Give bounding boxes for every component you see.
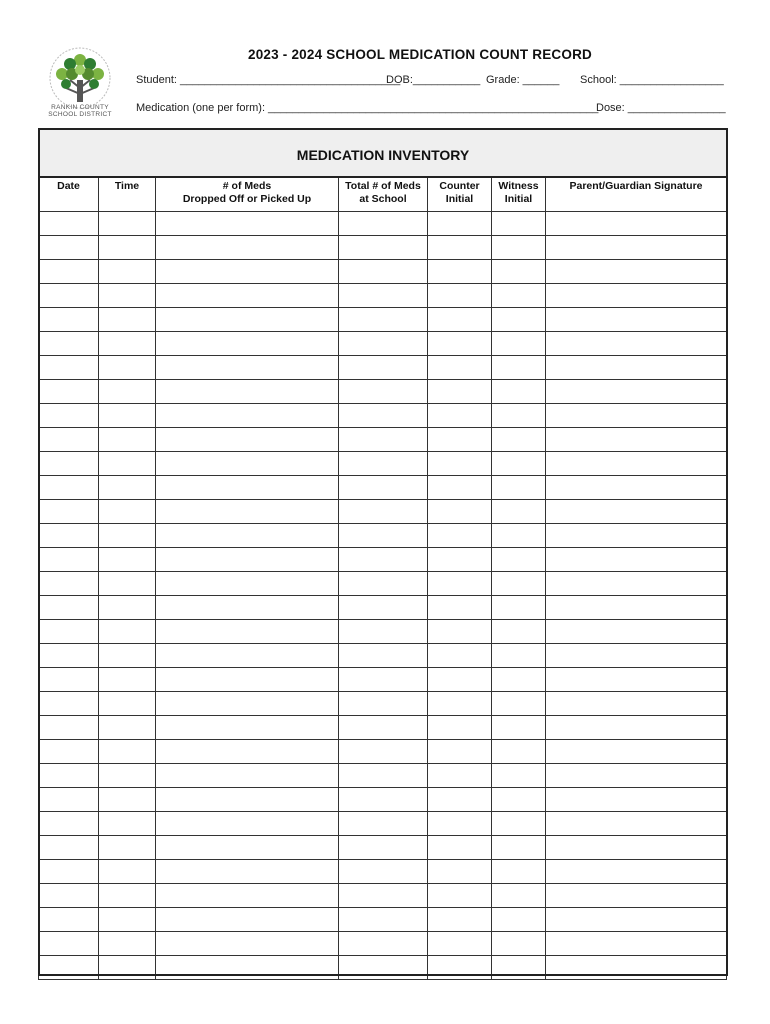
- meds-dropped-cell[interactable]: [156, 812, 339, 836]
- table-header-row: [39, 177, 727, 212]
- time-cell[interactable]: [99, 284, 156, 308]
- column-header-label: # of Meds: [222, 180, 272, 192]
- inventory-title: MEDICATION INVENTORY: [296, 147, 470, 163]
- total-meds-cell[interactable]: [339, 620, 428, 644]
- witness-initial-cell[interactable]: [492, 284, 546, 308]
- time-cell[interactable]: [99, 596, 156, 620]
- witness-initial-cell[interactable]: [492, 452, 546, 476]
- column-header-sublabel: Initial: [445, 193, 474, 205]
- date-cell[interactable]: [39, 452, 99, 476]
- total-meds-cell[interactable]: [339, 332, 428, 356]
- time-cell[interactable]: [99, 332, 156, 356]
- witness-initial-cell[interactable]: [492, 860, 546, 884]
- student-field[interactable]: Student: ____________________________________: [136, 74, 401, 86]
- table-row: [39, 764, 727, 788]
- date-cell[interactable]: [39, 764, 99, 788]
- meds-dropped-cell[interactable]: [156, 644, 339, 668]
- counter-initial-cell[interactable]: [428, 812, 492, 836]
- signature-cell[interactable]: [546, 212, 727, 236]
- table-row: [39, 884, 727, 908]
- meds-dropped-cell[interactable]: [156, 380, 339, 404]
- time-cell[interactable]: [99, 572, 156, 596]
- witness-initial-cell[interactable]: [492, 764, 546, 788]
- meds-dropped-cell[interactable]: [156, 332, 339, 356]
- column-header-counter-initial: [428, 177, 492, 212]
- time-cell[interactable]: [99, 788, 156, 812]
- table-row: [39, 212, 727, 236]
- table-row: [39, 812, 727, 836]
- meds-dropped-cell[interactable]: [156, 476, 339, 500]
- signature-cell[interactable]: [546, 932, 727, 956]
- column-header-sublabel: Initial: [504, 193, 533, 205]
- counter-initial-cell[interactable]: [428, 740, 492, 764]
- time-cell[interactable]: [99, 356, 156, 380]
- meds-dropped-cell[interactable]: [156, 884, 339, 908]
- table-row: [39, 836, 727, 860]
- column-header-signature: [546, 177, 727, 212]
- meds-dropped-cell[interactable]: [156, 356, 339, 380]
- signature-cell[interactable]: [546, 668, 727, 692]
- date-cell[interactable]: [39, 212, 99, 236]
- grade-field[interactable]: Grade: ______: [486, 74, 560, 86]
- counter-initial-cell[interactable]: [428, 500, 492, 524]
- counter-initial-cell[interactable]: [428, 404, 492, 428]
- table-row: [39, 260, 727, 284]
- time-cell[interactable]: [99, 836, 156, 860]
- signature-cell[interactable]: [546, 596, 727, 620]
- witness-initial-cell[interactable]: [492, 572, 546, 596]
- column-header-date: [39, 177, 99, 212]
- witness-initial-cell[interactable]: [492, 788, 546, 812]
- meds-dropped-cell[interactable]: [156, 284, 339, 308]
- time-cell[interactable]: [99, 908, 156, 932]
- table-row: [39, 692, 727, 716]
- signature-cell[interactable]: [546, 404, 727, 428]
- date-cell[interactable]: [39, 428, 99, 452]
- meds-dropped-cell[interactable]: [156, 860, 339, 884]
- counter-initial-cell[interactable]: [428, 428, 492, 452]
- date-cell[interactable]: [39, 332, 99, 356]
- time-cell[interactable]: [99, 764, 156, 788]
- signature-cell[interactable]: [546, 524, 727, 548]
- time-cell[interactable]: [99, 956, 156, 980]
- table-row: [39, 668, 727, 692]
- meds-dropped-cell[interactable]: [156, 692, 339, 716]
- column-header-witness-initial: [492, 177, 546, 212]
- column-header-label: Counter: [439, 180, 480, 192]
- total-meds-cell[interactable]: [339, 812, 428, 836]
- inventory-table: [38, 176, 727, 980]
- counter-initial-cell[interactable]: [428, 932, 492, 956]
- signature-cell[interactable]: [546, 812, 727, 836]
- meds-dropped-cell[interactable]: [156, 764, 339, 788]
- table-row: [39, 284, 727, 308]
- time-cell[interactable]: [99, 212, 156, 236]
- table-row: [39, 716, 727, 740]
- meds-dropped-cell[interactable]: [156, 212, 339, 236]
- total-meds-cell[interactable]: [339, 428, 428, 452]
- witness-initial-cell[interactable]: [492, 524, 546, 548]
- signature-cell[interactable]: [546, 332, 727, 356]
- total-meds-cell[interactable]: [339, 668, 428, 692]
- date-cell[interactable]: [39, 956, 99, 980]
- column-header-label: Total # of Meds: [345, 180, 421, 192]
- counter-initial-cell[interactable]: [428, 236, 492, 260]
- signature-cell[interactable]: [546, 380, 727, 404]
- date-cell[interactable]: [39, 932, 99, 956]
- time-cell[interactable]: [99, 308, 156, 332]
- tree-icon: [56, 54, 104, 102]
- signature-cell[interactable]: [546, 236, 727, 260]
- table-row: [39, 932, 727, 956]
- counter-initial-cell[interactable]: [428, 884, 492, 908]
- table-row: [39, 236, 727, 260]
- signature-cell[interactable]: [546, 836, 727, 860]
- table-row: [39, 596, 727, 620]
- table-row: [39, 380, 727, 404]
- time-cell[interactable]: [99, 476, 156, 500]
- witness-initial-cell[interactable]: [492, 236, 546, 260]
- witness-initial-cell[interactable]: [492, 380, 546, 404]
- meds-dropped-cell[interactable]: [156, 404, 339, 428]
- date-cell[interactable]: [39, 548, 99, 572]
- witness-initial-cell[interactable]: [492, 404, 546, 428]
- column-header-sublabel: at School: [359, 193, 407, 205]
- column-header-time: [99, 177, 156, 212]
- time-cell[interactable]: [99, 380, 156, 404]
- time-cell[interactable]: [99, 716, 156, 740]
- counter-initial-cell[interactable]: [428, 596, 492, 620]
- date-cell[interactable]: [39, 908, 99, 932]
- counter-initial-cell[interactable]: [428, 356, 492, 380]
- counter-initial-cell[interactable]: [428, 476, 492, 500]
- total-meds-cell[interactable]: [339, 836, 428, 860]
- counter-initial-cell[interactable]: [428, 524, 492, 548]
- date-cell[interactable]: [39, 500, 99, 524]
- meds-dropped-cell[interactable]: [156, 836, 339, 860]
- table-row: [39, 500, 727, 524]
- time-cell[interactable]: [99, 644, 156, 668]
- logo-text-line1: RANKIN COUNTY: [51, 104, 109, 111]
- table-row: [39, 644, 727, 668]
- table-row: [39, 404, 727, 428]
- counter-initial-cell[interactable]: [428, 788, 492, 812]
- counter-initial-cell[interactable]: [428, 548, 492, 572]
- meds-dropped-cell[interactable]: [156, 548, 339, 572]
- meds-dropped-cell[interactable]: [156, 452, 339, 476]
- date-cell[interactable]: [39, 740, 99, 764]
- total-meds-cell[interactable]: [339, 308, 428, 332]
- witness-initial-cell[interactable]: [492, 476, 546, 500]
- table-row: [39, 356, 727, 380]
- witness-initial-cell[interactable]: [492, 836, 546, 860]
- date-cell[interactable]: [39, 236, 99, 260]
- signature-cell[interactable]: [546, 860, 727, 884]
- date-cell[interactable]: [39, 476, 99, 500]
- total-meds-cell[interactable]: [339, 740, 428, 764]
- witness-initial-cell[interactable]: [492, 884, 546, 908]
- counter-initial-cell[interactable]: [428, 644, 492, 668]
- witness-initial-cell[interactable]: [492, 212, 546, 236]
- witness-initial-cell[interactable]: [492, 668, 546, 692]
- total-meds-cell[interactable]: [339, 860, 428, 884]
- witness-initial-cell[interactable]: [492, 956, 546, 980]
- time-cell[interactable]: [99, 860, 156, 884]
- table-body: [39, 212, 727, 980]
- total-meds-cell[interactable]: [339, 548, 428, 572]
- date-cell[interactable]: [39, 284, 99, 308]
- total-meds-cell[interactable]: [339, 788, 428, 812]
- total-meds-cell[interactable]: [339, 212, 428, 236]
- signature-cell[interactable]: [546, 908, 727, 932]
- meds-dropped-cell[interactable]: [156, 956, 339, 980]
- date-cell[interactable]: [39, 692, 99, 716]
- date-cell[interactable]: [39, 644, 99, 668]
- table-row: [39, 524, 727, 548]
- signature-cell[interactable]: [546, 644, 727, 668]
- total-meds-cell[interactable]: [339, 260, 428, 284]
- column-header-label: Time: [114, 180, 140, 192]
- counter-initial-cell[interactable]: [428, 836, 492, 860]
- signature-cell[interactable]: [546, 788, 727, 812]
- meds-dropped-cell[interactable]: [156, 572, 339, 596]
- table-row: [39, 548, 727, 572]
- date-cell[interactable]: [39, 860, 99, 884]
- counter-initial-cell[interactable]: [428, 380, 492, 404]
- date-cell[interactable]: [39, 716, 99, 740]
- date-cell[interactable]: [39, 572, 99, 596]
- signature-cell[interactable]: [546, 428, 727, 452]
- column-header-total-meds: [339, 177, 428, 212]
- logo-text-line2: SCHOOL DISTRICT: [48, 111, 112, 118]
- meds-dropped-cell[interactable]: [156, 788, 339, 812]
- total-meds-cell[interactable]: [339, 716, 428, 740]
- date-cell[interactable]: [39, 668, 99, 692]
- counter-initial-cell[interactable]: [428, 332, 492, 356]
- meds-dropped-cell[interactable]: [156, 260, 339, 284]
- date-cell[interactable]: [39, 260, 99, 284]
- date-cell[interactable]: [39, 620, 99, 644]
- time-cell[interactable]: [99, 260, 156, 284]
- column-header-label: Date: [57, 180, 80, 192]
- total-meds-cell[interactable]: [339, 572, 428, 596]
- total-meds-cell[interactable]: [339, 476, 428, 500]
- meds-dropped-cell[interactable]: [156, 668, 339, 692]
- time-cell[interactable]: [99, 692, 156, 716]
- total-meds-cell[interactable]: [339, 692, 428, 716]
- witness-initial-cell[interactable]: [492, 620, 546, 644]
- signature-cell[interactable]: [546, 548, 727, 572]
- signature-cell[interactable]: [546, 620, 727, 644]
- total-meds-cell[interactable]: [339, 404, 428, 428]
- school-field[interactable]: School: _________________: [580, 74, 724, 86]
- total-meds-cell[interactable]: [339, 644, 428, 668]
- signature-cell[interactable]: [546, 308, 727, 332]
- counter-initial-cell[interactable]: [428, 908, 492, 932]
- counter-initial-cell[interactable]: [428, 860, 492, 884]
- witness-initial-cell[interactable]: [492, 932, 546, 956]
- meds-dropped-cell[interactable]: [156, 308, 339, 332]
- meds-dropped-cell[interactable]: [156, 500, 339, 524]
- total-meds-cell[interactable]: [339, 236, 428, 260]
- table-row: [39, 788, 727, 812]
- time-cell[interactable]: [99, 668, 156, 692]
- time-cell[interactable]: [99, 500, 156, 524]
- inventory-header-box: [38, 128, 728, 178]
- meds-dropped-cell[interactable]: [156, 932, 339, 956]
- witness-initial-cell[interactable]: [492, 596, 546, 620]
- witness-initial-cell[interactable]: [492, 548, 546, 572]
- signature-cell[interactable]: [546, 284, 727, 308]
- table-row: [39, 332, 727, 356]
- time-cell[interactable]: [99, 452, 156, 476]
- witness-initial-cell[interactable]: [492, 308, 546, 332]
- page-title: 2023 - 2024 SCHOOL MEDICATION COUNT RECORD: [248, 47, 592, 62]
- total-meds-cell[interactable]: [339, 932, 428, 956]
- witness-initial-cell[interactable]: [492, 356, 546, 380]
- date-cell[interactable]: [39, 380, 99, 404]
- date-cell[interactable]: [39, 788, 99, 812]
- total-meds-cell[interactable]: [339, 284, 428, 308]
- meds-dropped-cell[interactable]: [156, 596, 339, 620]
- total-meds-cell[interactable]: [339, 452, 428, 476]
- table-row: [39, 572, 727, 596]
- table-row: [39, 476, 727, 500]
- witness-initial-cell[interactable]: [492, 692, 546, 716]
- counter-initial-cell[interactable]: [428, 716, 492, 740]
- date-cell[interactable]: [39, 836, 99, 860]
- time-cell[interactable]: [99, 932, 156, 956]
- time-cell[interactable]: [99, 884, 156, 908]
- time-cell[interactable]: [99, 236, 156, 260]
- counter-initial-cell[interactable]: [428, 692, 492, 716]
- dob-field[interactable]: DOB:___________: [386, 74, 481, 86]
- counter-initial-cell[interactable]: [428, 572, 492, 596]
- date-cell[interactable]: [39, 356, 99, 380]
- meds-dropped-cell[interactable]: [156, 908, 339, 932]
- meds-dropped-cell[interactable]: [156, 428, 339, 452]
- table-row: [39, 908, 727, 932]
- counter-initial-cell[interactable]: [428, 212, 492, 236]
- total-meds-cell[interactable]: [339, 956, 428, 980]
- table-row: [39, 308, 727, 332]
- counter-initial-cell[interactable]: [428, 764, 492, 788]
- counter-initial-cell[interactable]: [428, 668, 492, 692]
- counter-initial-cell[interactable]: [428, 260, 492, 284]
- date-cell[interactable]: [39, 308, 99, 332]
- signature-cell[interactable]: [546, 692, 727, 716]
- signature-cell[interactable]: [546, 740, 727, 764]
- counter-initial-cell[interactable]: [428, 956, 492, 980]
- counter-initial-cell[interactable]: [428, 284, 492, 308]
- counter-initial-cell[interactable]: [428, 452, 492, 476]
- total-meds-cell[interactable]: [339, 524, 428, 548]
- time-cell[interactable]: [99, 548, 156, 572]
- time-cell[interactable]: [99, 812, 156, 836]
- total-meds-cell[interactable]: [339, 764, 428, 788]
- signature-cell[interactable]: [546, 476, 727, 500]
- table-row: [39, 620, 727, 644]
- table-row: [39, 956, 727, 980]
- counter-initial-cell[interactable]: [428, 308, 492, 332]
- signature-cell[interactable]: [546, 716, 727, 740]
- signature-cell[interactable]: [546, 452, 727, 476]
- time-cell[interactable]: [99, 404, 156, 428]
- signature-cell[interactable]: [546, 764, 727, 788]
- meds-dropped-cell[interactable]: [156, 236, 339, 260]
- signature-cell[interactable]: [546, 884, 727, 908]
- meds-dropped-cell[interactable]: [156, 716, 339, 740]
- table-row: [39, 740, 727, 764]
- table-row: [39, 428, 727, 452]
- meds-dropped-cell[interactable]: [156, 620, 339, 644]
- witness-initial-cell[interactable]: [492, 908, 546, 932]
- witness-initial-cell[interactable]: [492, 260, 546, 284]
- total-meds-cell[interactable]: [339, 884, 428, 908]
- witness-initial-cell[interactable]: [492, 500, 546, 524]
- column-header-label: Witness: [498, 180, 539, 192]
- witness-initial-cell[interactable]: [492, 812, 546, 836]
- witness-initial-cell[interactable]: [492, 332, 546, 356]
- witness-initial-cell[interactable]: [492, 716, 546, 740]
- logo-text: [44, 104, 116, 118]
- meds-dropped-cell[interactable]: [156, 740, 339, 764]
- signature-cell[interactable]: [546, 500, 727, 524]
- table-row: [39, 452, 727, 476]
- date-cell[interactable]: [39, 404, 99, 428]
- total-meds-cell[interactable]: [339, 500, 428, 524]
- column-header-sublabel: Dropped Off or Picked Up: [182, 193, 312, 205]
- signature-cell[interactable]: [546, 356, 727, 380]
- date-cell[interactable]: [39, 596, 99, 620]
- meds-dropped-cell[interactable]: [156, 524, 339, 548]
- date-cell[interactable]: [39, 524, 99, 548]
- time-cell[interactable]: [99, 740, 156, 764]
- date-cell[interactable]: [39, 812, 99, 836]
- dose-field[interactable]: Dose: ________________: [596, 102, 726, 114]
- signature-cell[interactable]: [546, 260, 727, 284]
- witness-initial-cell[interactable]: [492, 740, 546, 764]
- table-row: [39, 860, 727, 884]
- date-cell[interactable]: [39, 884, 99, 908]
- column-header-meds-dropped: [156, 177, 339, 212]
- total-meds-cell[interactable]: [339, 908, 428, 932]
- time-cell[interactable]: [99, 524, 156, 548]
- time-cell[interactable]: [99, 620, 156, 644]
- total-meds-cell[interactable]: [339, 356, 428, 380]
- medication-field[interactable]: Medication (one per form): ______________________________________________________: [136, 102, 599, 114]
- signature-cell[interactable]: [546, 956, 727, 980]
- total-meds-cell[interactable]: [339, 380, 428, 404]
- signature-cell[interactable]: [546, 572, 727, 596]
- witness-initial-cell[interactable]: [492, 644, 546, 668]
- time-cell[interactable]: [99, 428, 156, 452]
- witness-initial-cell[interactable]: [492, 428, 546, 452]
- column-header-label: Parent/Guardian Signature: [569, 180, 703, 192]
- counter-initial-cell[interactable]: [428, 620, 492, 644]
- total-meds-cell[interactable]: [339, 596, 428, 620]
